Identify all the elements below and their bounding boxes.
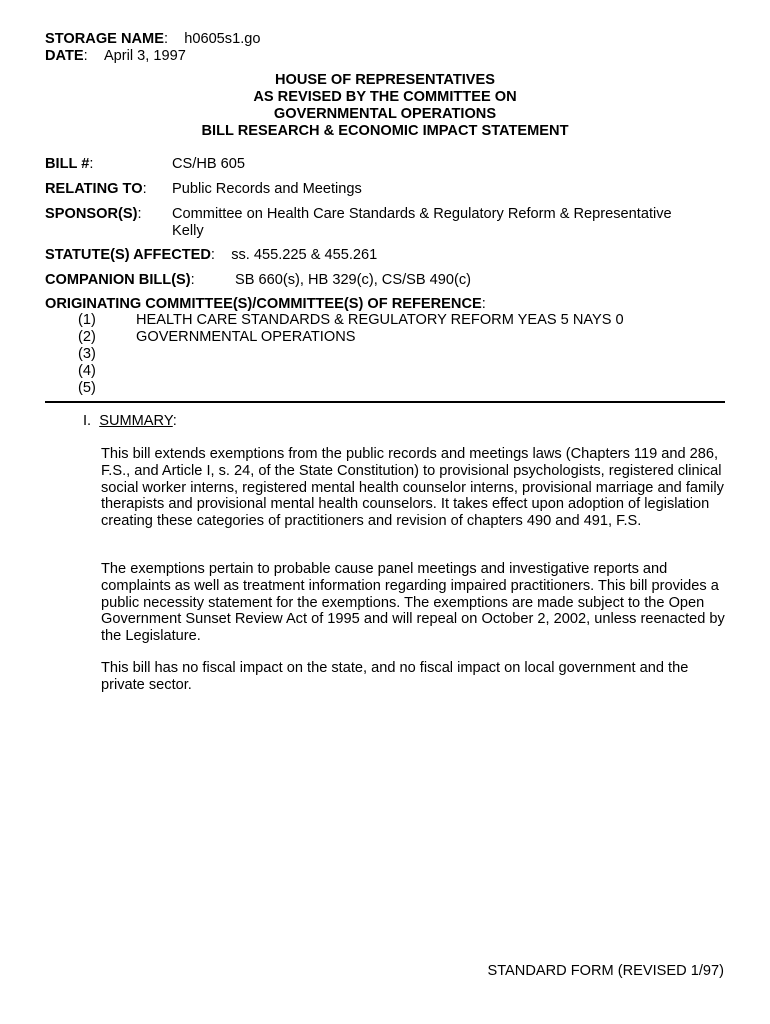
companion-label: COMPANION BILL(S) xyxy=(45,272,191,288)
summary-paragraph-2: The exemptions pertain to probable cause panel meetings and investigative reports and complaints as well as treatment information regarding impaired practitioners. This bill provides a public necessity statement for the exemptions. The exemptions are made subject to the Open Government Sunset Review Act of 1995 and will repeal on October 2, 2002, unless reenacted by the Legislature. xyxy=(101,561,725,645)
companion-value: SB 660(s), HB 329(c), CS/SB 490(c) xyxy=(235,272,472,288)
committee-num-4: (4) xyxy=(78,363,96,379)
relating-value: Public Records and Meetings xyxy=(172,181,362,197)
committee-text-2: GOVERNMENTAL OPERATIONS xyxy=(136,329,356,345)
sponsor-value-line-1: Committee on Health Care Standards & Regulatory Reform & Representative xyxy=(172,206,672,222)
horizontal-divider xyxy=(45,401,725,403)
summary-heading: SUMMARY xyxy=(99,413,173,429)
summary-paragraph-3: This bill has no fiscal impact on the state, and no fiscal impact on local government and the private sector. xyxy=(101,660,689,693)
summary-numeral: I. xyxy=(83,413,92,429)
sponsor-row: SPONSOR(S): xyxy=(45,206,142,222)
relating-to-row: RELATING TO: xyxy=(45,181,147,197)
date-label: DATE xyxy=(45,48,84,64)
statute-value: ss. 455.225 & 455.261 xyxy=(231,247,378,263)
committee-num-3: (3) xyxy=(78,346,96,362)
storage-name-value: h0605s1.go xyxy=(184,31,261,47)
title-line-3: GOVERNMENTAL OPERATIONS xyxy=(273,106,497,122)
summary-heading-row: I. SUMMARY: xyxy=(83,413,177,429)
title-line-4: BILL RESEARCH & ECONOMIC IMPACT STATEMENT xyxy=(201,123,569,139)
committee-text-1: HEALTH CARE STANDARDS & REGULATORY REFORM YEAS 5 NAYS 0 xyxy=(136,312,624,328)
storage-name-label: STORAGE NAME xyxy=(45,31,164,47)
bill-label: BILL # xyxy=(45,156,90,172)
statute-row: STATUTE(S) AFFECTED: ss. 455.225 & 455.261 xyxy=(45,247,378,263)
bill-value: CS/HB 605 xyxy=(172,156,246,172)
relating-label: RELATING TO xyxy=(45,181,143,197)
title-line-2: AS REVISED BY THE COMMITTEE ON xyxy=(253,89,517,105)
storage-name-line: STORAGE NAME: h0605s1.go xyxy=(45,31,261,47)
sponsor-value-line-2: Kelly xyxy=(172,223,204,239)
statute-label: STATUTE(S) AFFECTED xyxy=(45,247,211,263)
bill-number-row: BILL #: xyxy=(45,156,94,172)
title-line-1: HOUSE OF REPRESENTATIVES xyxy=(274,72,496,88)
companion-row: COMPANION BILL(S): xyxy=(45,272,195,288)
committee-num-1: (1) xyxy=(78,312,96,328)
committee-num-2: (2) xyxy=(78,329,96,345)
form-footer: STANDARD FORM (REVISED 1/97) xyxy=(487,963,724,979)
committee-num-5: (5) xyxy=(78,380,96,396)
sponsor-label: SPONSOR(S) xyxy=(45,206,138,222)
date-line: DATE: April 3, 1997 xyxy=(45,48,186,64)
date-value: April 3, 1997 xyxy=(103,48,186,64)
summary-paragraph-1: This bill extends exemptions from the public records and meetings laws (Chapters 119 and 286, F.S., and Article I, s. 24, of the State Constitution) to provisional psychologists, registered clinical social worker interns, registered mental health counselor interns, provisional marriage and family therapists and provisional mental health counselors. It takes effect upon adoption of legislation creating these categories of practitioners and revision of chapters 490 and 491, F.S. xyxy=(101,446,724,530)
committees-heading: ORIGINATING COMMITTEE(S)/COMMITTEE(S) OF REFERENCE xyxy=(45,296,482,312)
committees-heading-row: ORIGINATING COMMITTEE(S)/COMMITTEE(S) OF REFERENCE: xyxy=(45,296,486,312)
